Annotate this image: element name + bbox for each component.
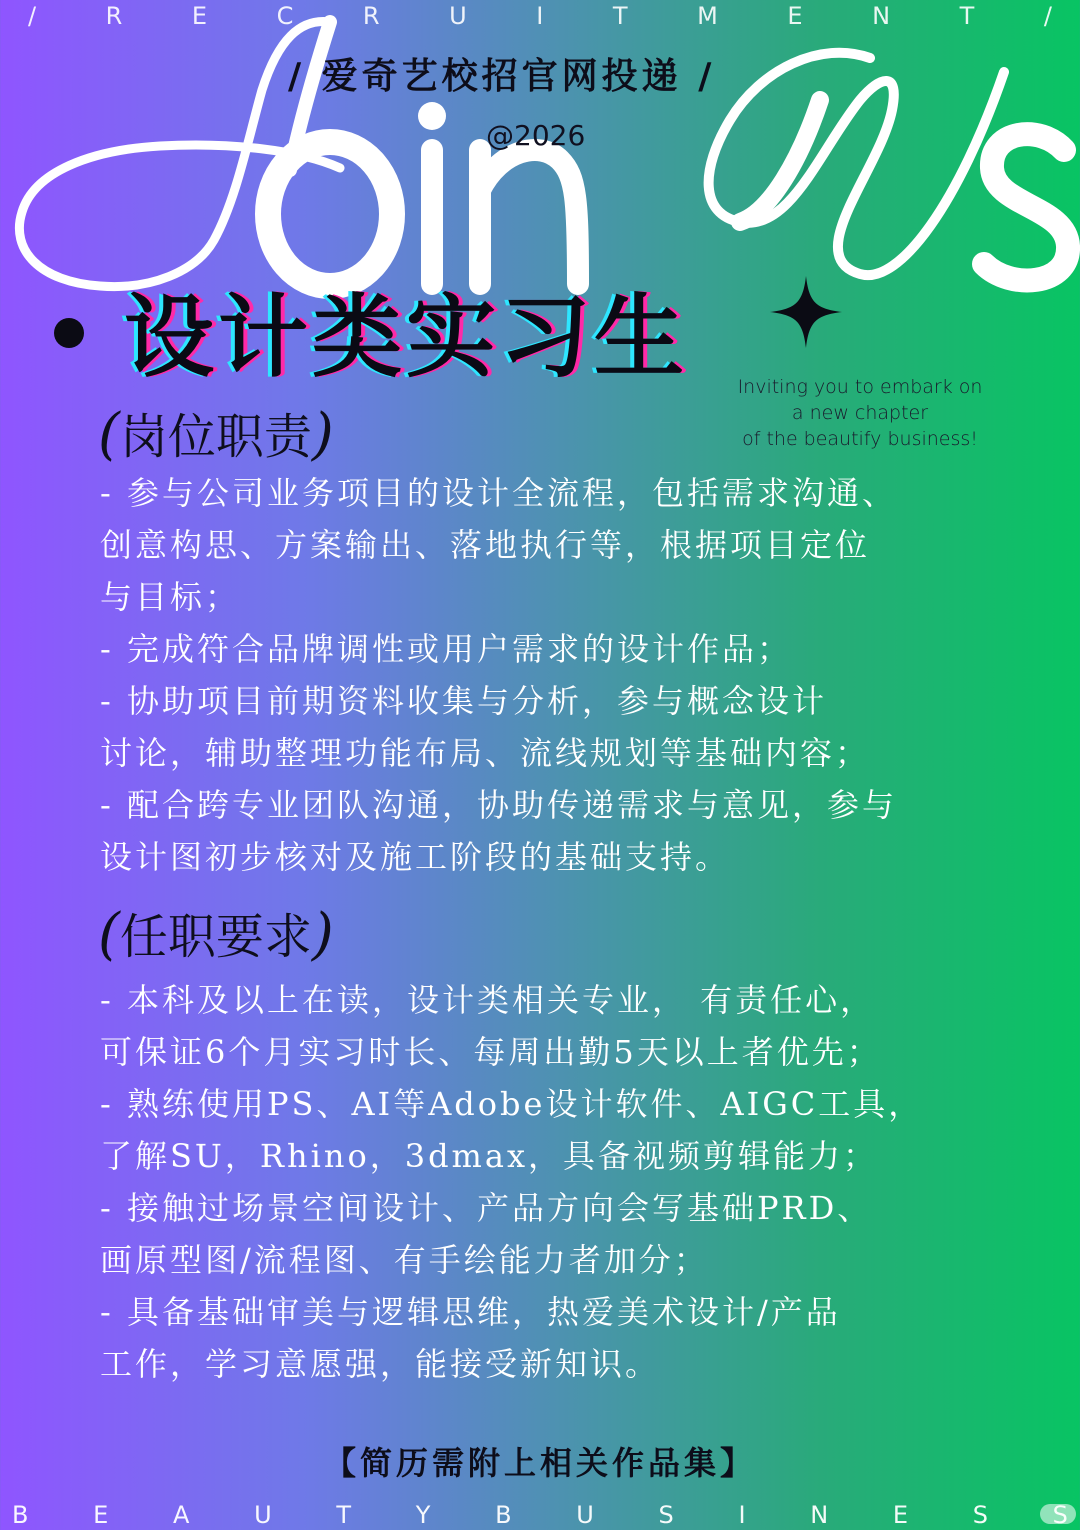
strip-letter: T (336, 1501, 352, 1529)
tagline (710, 374, 1010, 452)
duties-heading-text: 岗位职责 (119, 409, 312, 465)
requirement-line: 画原型图/流程图、有手绘能力者加分； (100, 1241, 709, 1279)
requirements-list (100, 974, 980, 1390)
tagline-line: Inviting you to embark on (737, 376, 983, 398)
close-paren-glyph: ) (311, 902, 334, 967)
requirement-line: - 熟练使用PS、AI等Adobe设计软件、AIGC工具， (100, 1085, 924, 1123)
strip-letter: T (959, 2, 975, 30)
bottom-letter-strip (12, 1500, 1068, 1530)
strip-letter: / (1043, 2, 1052, 30)
tagline-line: a new chapter (791, 402, 929, 424)
duty-line: 创意构思、方案输出、落地执行等，根据项目定位 (100, 526, 871, 564)
requirement-line: 可保证6个月实习时长、每周出勤5天以上者优先； (100, 1033, 882, 1071)
requirements-heading-text: 任职要求 (119, 909, 312, 965)
requirement-line: 工作，学习意愿强，能接受新知识。 (100, 1345, 661, 1383)
tagline-line: of the beautify business! (742, 428, 978, 450)
strip-letter: N (810, 1501, 829, 1529)
year-label: @2026 (486, 119, 586, 152)
requirement-line: - 接触过场景空间设计、产品方向会写基础PRD、 (100, 1189, 873, 1227)
sparkle-star-icon (770, 276, 842, 348)
main-title (54, 274, 688, 390)
strip-letter: A (173, 1501, 190, 1529)
strip-letter: N (872, 2, 891, 30)
strip-letter: M (697, 2, 718, 30)
strip-letter: R (362, 2, 380, 30)
duty-line: - 配合跨专业团队沟通，协助传递需求与意见，参与 (100, 786, 897, 824)
recruit-subtitle: / 爱奇艺校招官网投递 / (288, 56, 716, 97)
strip-letter: S (658, 1501, 674, 1529)
requirement-line: - 具备基础审美与逻辑思维，热爱美术设计/产品 (100, 1293, 841, 1331)
strip-letter: E (191, 2, 208, 30)
close-paren-glyph: ) (311, 402, 334, 467)
duty-line: 讨论，辅助整理功能布局、流线规划等基础内容； (100, 734, 871, 772)
strip-letter: R (105, 2, 123, 30)
duties-list (100, 467, 980, 883)
strip-letter: U (254, 1501, 272, 1529)
requirement-line: - 本科及以上在读，设计类相关专业， 有责任心， (100, 981, 876, 1019)
strip-letter: E (892, 1501, 909, 1529)
watermark-badge (1040, 1504, 1076, 1524)
requirements-heading (98, 898, 334, 967)
strip-letter: I (738, 1501, 746, 1529)
open-paren-glyph: ( (98, 902, 120, 967)
duties-heading (98, 398, 334, 467)
strip-letter: C (276, 2, 294, 30)
bullet-dot-icon (54, 318, 84, 348)
duty-line: - 协助项目前期资料收集与分析，参与概念设计 (100, 682, 827, 720)
duty-line: 与目标； (100, 578, 241, 616)
requirement-line: 了解SU，Rhino，3dmax，具备视频剪辑能力； (100, 1137, 879, 1175)
position-title: 设计类实习生 (124, 285, 688, 390)
strip-letter: I (536, 2, 544, 30)
duty-line: - 完成符合品牌调性或用户需求的设计作品； (100, 630, 792, 668)
strip-letter: U (576, 1501, 594, 1529)
strip-letter: E (787, 2, 803, 30)
strip-letter: E (93, 1501, 109, 1529)
open-paren-glyph: ( (98, 402, 120, 467)
strip-letter: B (12, 1501, 29, 1529)
portfolio-note: 【简历需附上相关作品集】 (323, 1444, 756, 1482)
strip-letter: T (612, 2, 628, 30)
strip-letter: / (28, 2, 37, 30)
duty-line: - 参与公司业务项目的设计全流程，包括需求沟通、 (100, 474, 897, 512)
strip-letter: U (449, 2, 467, 30)
strip-letter: B (495, 1501, 512, 1529)
strip-letter: S (972, 1501, 988, 1529)
duty-line: 设计图初步核对及施工阶段的基础支持。 (100, 838, 731, 876)
strip-letter: Y (415, 1501, 431, 1529)
